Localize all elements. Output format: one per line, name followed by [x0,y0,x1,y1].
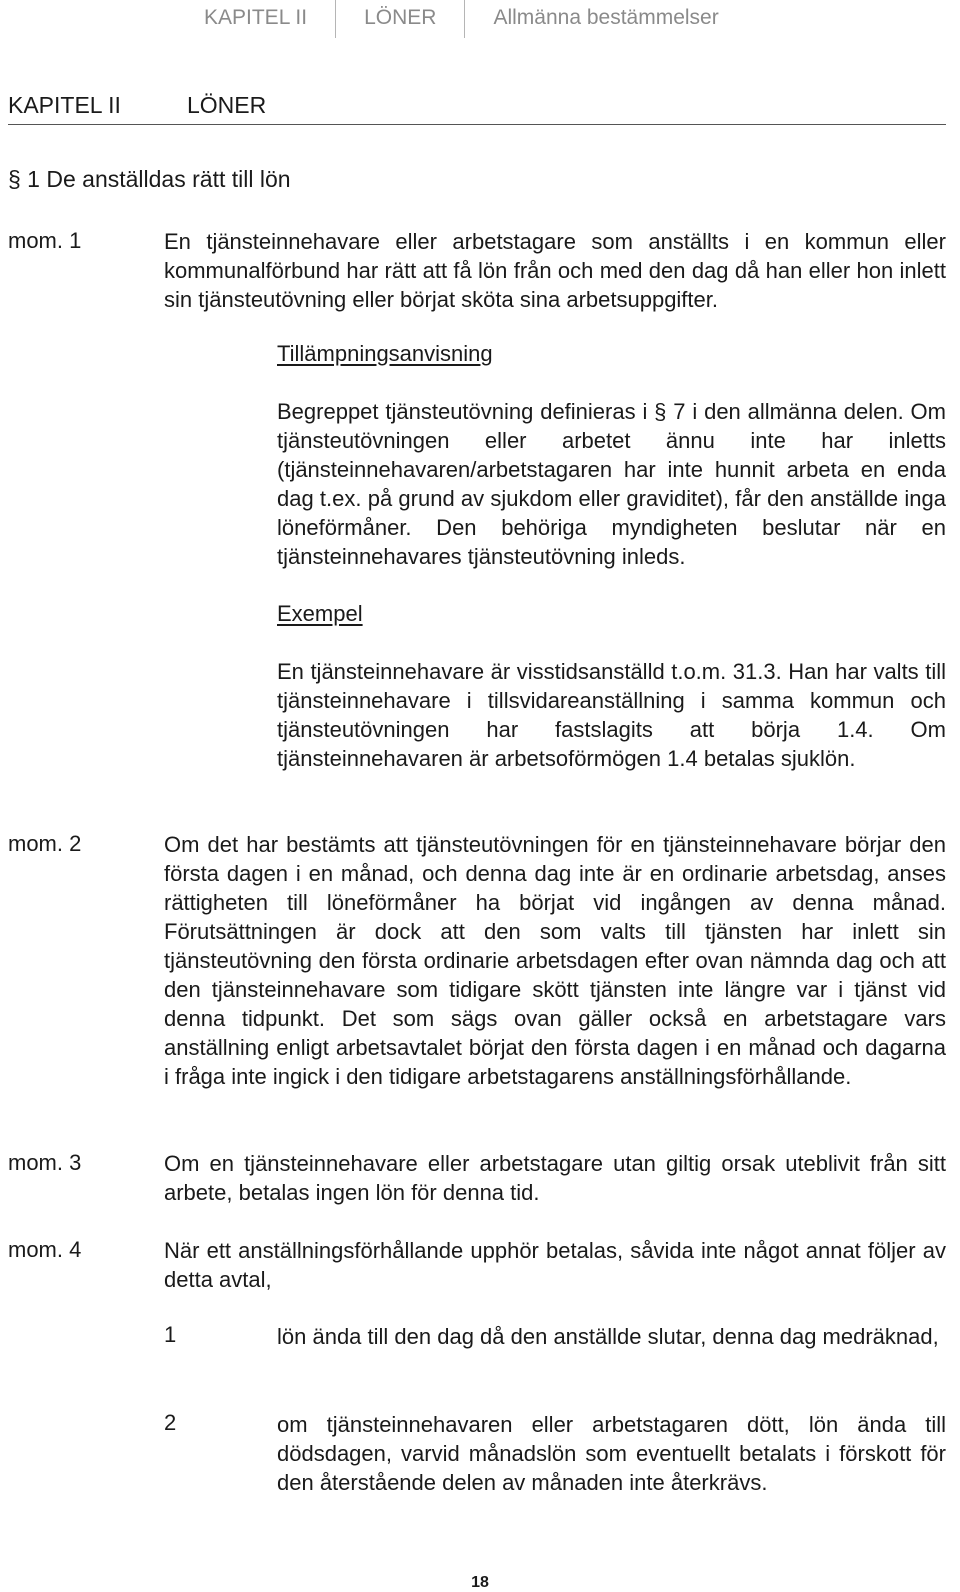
list-item-number: 2 [164,1410,177,1435]
mom2-text: Om det har bestämts att tjänsteutövningen för en tjänsteinnehavare börjar den första dagen i en månad, och denna dag inte är en ordinarie arbetsdag, anses rättigheten till löneförmåner ha börjat vid ingången av denna månad. Förutsättningen är dock att den som valts till tjänsten har inlett sin tjänsteutövning den första ordinarie arbetsdagen efter ovan nämnda dag och att den tjänsteinnehavare som tidigare skött tjänsten inte längre var i tjänst vid denna tidpunkt. Det som sägs ovan gäller också en arbetstagare vars anställning enligt arbetsavtalet börjat den första dagen i en månad och dagarna i fråga inte ingick i den tidigare arbetstagarens anställningsförhållande. [164,832,946,1089]
running-header [176,0,747,38]
mom3-text: Om en tjänsteinnehavare eller arbetstagare utan giltig orsak uteblivit från sitt arbete, betalas ingen lön för denna tid. [164,1151,946,1205]
list-item-text: om tjänsteinnehavaren eller arbetstagaren dött, lön ända till dödsdagen, varvid månadslön som eventuellt betalats i förskott för den återstående delen av månaden inte återkrävs. [277,1412,946,1495]
mom1-text: En tjänsteinnehavare eller arbetstagare som anställts i en kommun eller kommunalförbund har rätt att få lön från och med den dag då han eller hon inlett sin tjänsteutövning eller börjat sköta sina arbetsuppgifter. [164,229,946,312]
list-item-text: lön ända till den dag då den anställde slutar, denna dag medräknad, [277,1324,939,1349]
list-item-number: 1 [164,1322,177,1347]
mom3-label: mom. 3 [8,1150,82,1175]
running-header-title: LÖNER [364,6,437,29]
page-number: 18 [471,1574,489,1591]
mom4-label: mom. 4 [8,1237,82,1262]
section-title: § 1 De anställdas rätt till lön [8,166,291,192]
example-heading: Exempel [277,601,363,626]
example-text: En tjänsteinnehavare är visstidsanställd t.o.m. 31.3. Han har valts till tjänsteinnehavare i tillsvidareanställning i samma kommun och tjänsteutövningen har fastslagits att börja 1.4. Om tjänsteinnehavaren är arbetsoförmögen 1.4 betalas sjuklön. [277,659,946,771]
note-text: Begreppet tjänsteutövning definieras i § 7 i den allmänna delen. Om tjänsteutövningen eller arbetet ännu inte har inletts (tjänsteinnehavaren/arbetstagaren har inte hunnit arbeta en enda dag t.ex. på grund av sjukdom eller graviditet), får den anställde inga löneförmåner. Den behöriga myndigheten beslutar när en tjänsteinnehavares tjänsteutövning inleds. [277,399,946,569]
running-header-section: Allmänna bestämmelser [493,6,719,29]
chapter-number: KAPITEL II [8,92,121,118]
chapter-heading [8,92,946,125]
note-heading: Tillämpningsanvisning [277,341,493,366]
mom4-text: När ett anställningsförhållande upphör betalas, såvida inte något annat följer av detta avtal, [164,1238,946,1292]
running-header-chapter: KAPITEL II [204,6,308,29]
mom2-label: mom. 2 [8,831,82,856]
mom1-label: mom. 1 [8,228,82,253]
chapter-title: LÖNER [187,92,267,118]
